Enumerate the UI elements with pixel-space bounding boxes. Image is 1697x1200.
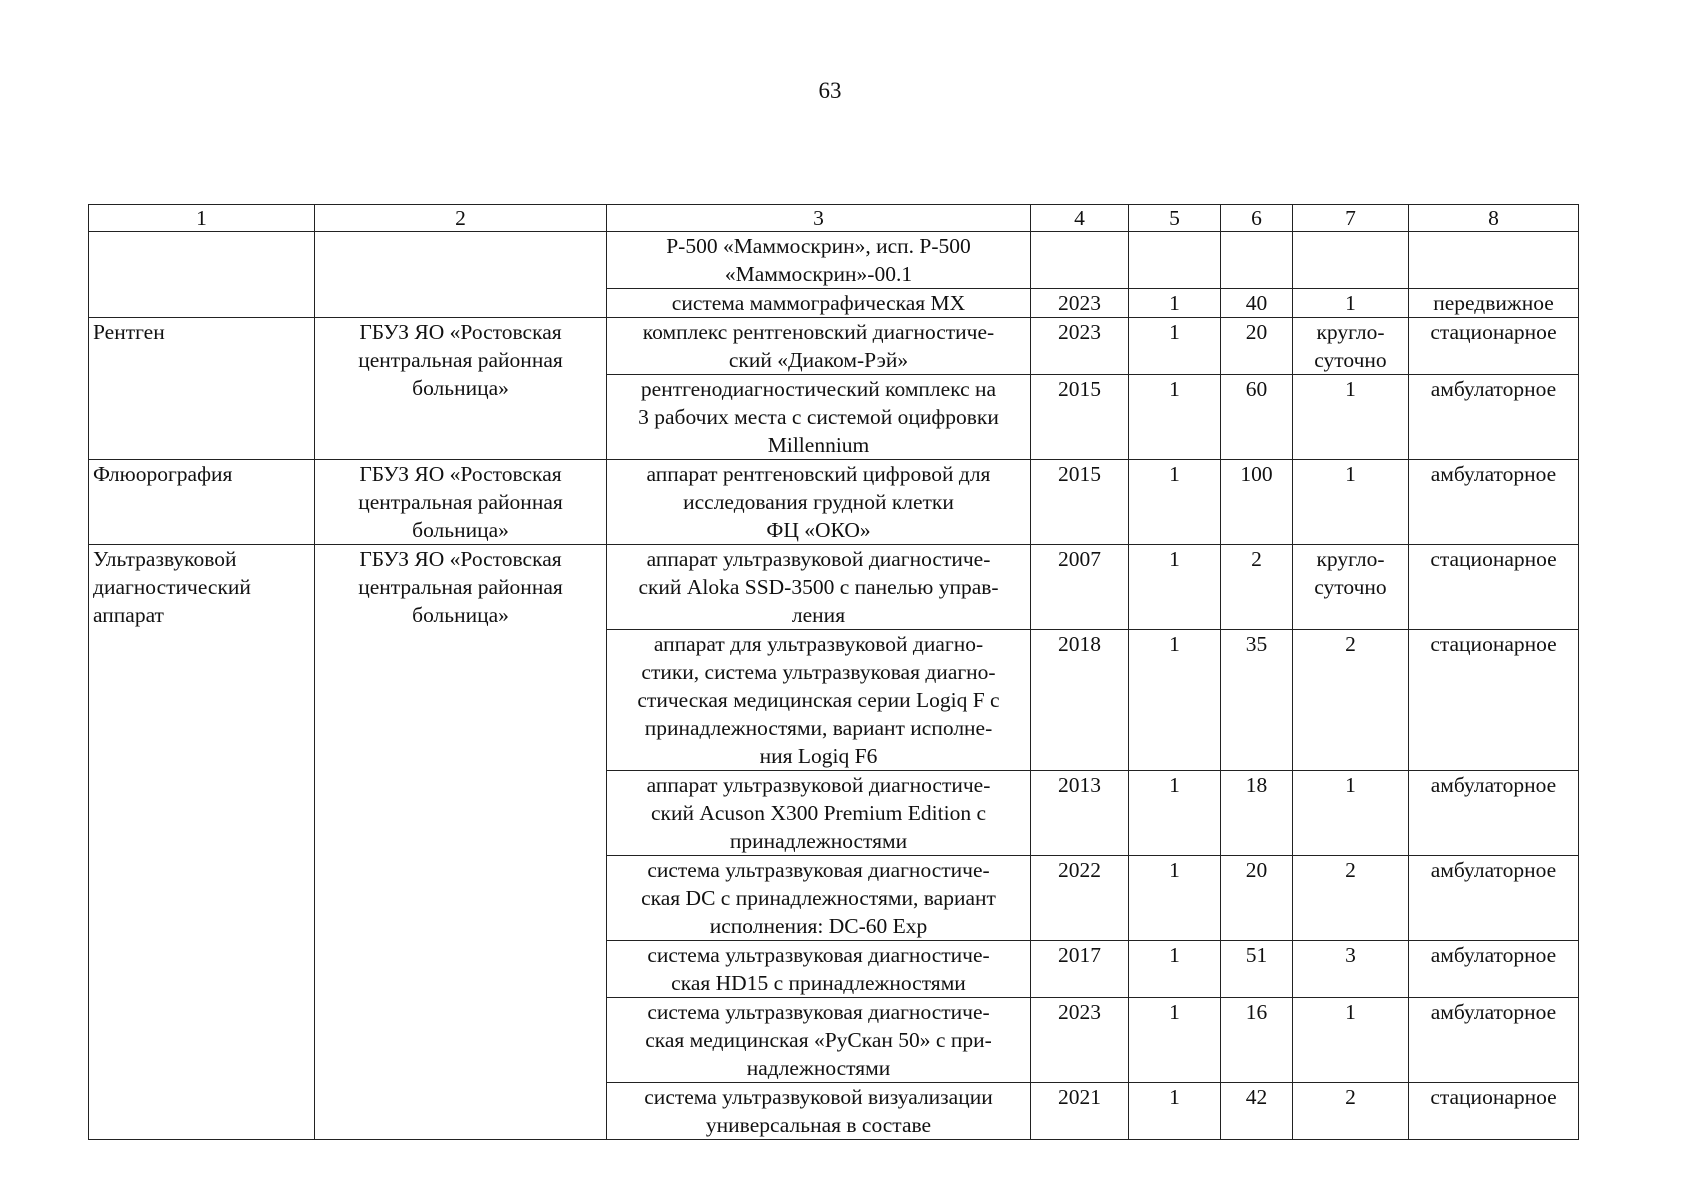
header-row bbox=[89, 205, 1579, 232]
quantity-cell bbox=[1129, 232, 1221, 289]
load-cell: 40 bbox=[1221, 289, 1293, 318]
category-cell bbox=[89, 232, 315, 318]
equipment-line: Millennium bbox=[767, 433, 870, 457]
mode-cell: амбулаторное bbox=[1409, 998, 1579, 1083]
column-header: 1 bbox=[89, 205, 315, 232]
year-cell: 2021 bbox=[1031, 1083, 1129, 1140]
equipment-line: ская DC с принадлежностями, вариант bbox=[641, 886, 996, 910]
shifts-cell: 1 bbox=[1293, 289, 1409, 318]
equipment-line: ский Aloka SSD-3500 с панелью управ- bbox=[638, 575, 999, 599]
quantity-cell: 1 bbox=[1129, 289, 1221, 318]
equipment-cell bbox=[607, 375, 1031, 460]
equipment-line: система ультразвуковая диагностиче- bbox=[647, 858, 990, 882]
category-line: диагностический bbox=[93, 575, 251, 599]
mode-cell: амбулаторное bbox=[1409, 375, 1579, 460]
organization-line: центральная районная bbox=[358, 348, 563, 372]
equipment-cell bbox=[607, 998, 1031, 1083]
column-header: 4 bbox=[1031, 205, 1129, 232]
year-cell: 2023 bbox=[1031, 998, 1129, 1083]
quantity-cell: 1 bbox=[1129, 941, 1221, 998]
load-cell: 20 bbox=[1221, 856, 1293, 941]
equipment-line: комплекс рентгеновский диагностиче- bbox=[642, 320, 995, 344]
equipment-table bbox=[88, 204, 1579, 1140]
equipment-line: система маммографическая МХ bbox=[671, 291, 966, 315]
shifts-line: кругло- bbox=[1316, 547, 1385, 571]
shifts-cell bbox=[1293, 771, 1409, 856]
mode-cell: стационарное bbox=[1409, 1083, 1579, 1140]
equipment-cell bbox=[607, 232, 1031, 289]
quantity-cell: 1 bbox=[1129, 545, 1221, 630]
mode-cell: стационарное bbox=[1409, 545, 1579, 630]
year-cell: 2015 bbox=[1031, 460, 1129, 545]
column-header: 8 bbox=[1409, 205, 1579, 232]
organization-cell bbox=[315, 318, 607, 460]
shifts-line: 2 bbox=[1345, 858, 1356, 882]
equipment-line: ская HD15 с принадлежностями bbox=[671, 971, 966, 995]
equipment-cell bbox=[607, 460, 1031, 545]
organization-cell bbox=[315, 232, 607, 318]
load-cell: 16 bbox=[1221, 998, 1293, 1083]
organization-line: больница» bbox=[412, 603, 509, 627]
shifts-line: суточно bbox=[1314, 575, 1387, 599]
organization-line: больница» bbox=[412, 518, 509, 542]
column-header: 2 bbox=[315, 205, 607, 232]
shifts-line: кругло- bbox=[1316, 320, 1385, 344]
equipment-line: система ультразвуковой визуализации bbox=[644, 1085, 993, 1109]
shifts-cell bbox=[1293, 1083, 1409, 1140]
quantity-cell: 1 bbox=[1129, 375, 1221, 460]
shifts-line: суточно bbox=[1314, 348, 1387, 372]
mode-cell: амбулаторное bbox=[1409, 771, 1579, 856]
table-row bbox=[89, 460, 1579, 545]
page-number: 63 bbox=[818, 78, 842, 103]
table-body bbox=[89, 205, 1579, 1140]
shifts-line: 1 bbox=[1345, 773, 1356, 797]
organization-line: центральная районная bbox=[358, 490, 563, 514]
quantity-cell: 1 bbox=[1129, 856, 1221, 941]
organization-line: ГБУЗ ЯО «Ростовская bbox=[359, 547, 562, 571]
year-cell: 2022 bbox=[1031, 856, 1129, 941]
quantity-cell: 1 bbox=[1129, 1083, 1221, 1140]
load-cell: 18 bbox=[1221, 771, 1293, 856]
quantity-cell: 1 bbox=[1129, 771, 1221, 856]
shifts-cell bbox=[1293, 232, 1409, 289]
shifts-cell bbox=[1293, 545, 1409, 630]
category-line: Рентген bbox=[93, 320, 165, 344]
organization-cell bbox=[315, 545, 607, 1140]
shifts-cell bbox=[1293, 941, 1409, 998]
column-header: 6 bbox=[1221, 205, 1293, 232]
year-cell: 2017 bbox=[1031, 941, 1129, 998]
equipment-cell bbox=[607, 318, 1031, 375]
table-row bbox=[89, 545, 1579, 630]
mode-cell: амбулаторное bbox=[1409, 460, 1579, 545]
equipment-line: ский «Диаком-Рэй» bbox=[728, 348, 909, 372]
year-cell: 2023 bbox=[1031, 289, 1129, 318]
shifts-line: 1 bbox=[1345, 377, 1356, 401]
equipment-line: система ультразвуковая диагностиче- bbox=[647, 943, 990, 967]
organization-line: больница» bbox=[412, 376, 509, 400]
equipment-line: принадлежностями bbox=[729, 829, 908, 853]
shifts-cell bbox=[1293, 318, 1409, 375]
shifts-line: 1 bbox=[1345, 1000, 1356, 1024]
load-cell: 100 bbox=[1221, 460, 1293, 545]
shifts-line: 3 bbox=[1345, 943, 1356, 967]
equipment-line: аппарат для ультразвуковой диагно- bbox=[653, 632, 984, 656]
year-cell: 2023 bbox=[1031, 318, 1129, 375]
mode-cell: стационарное bbox=[1409, 630, 1579, 771]
load-cell: 20 bbox=[1221, 318, 1293, 375]
category-line: Ультразвуковой bbox=[93, 547, 237, 571]
column-header: 5 bbox=[1129, 205, 1221, 232]
year-cell: 2007 bbox=[1031, 545, 1129, 630]
table-row bbox=[89, 232, 1579, 289]
load-cell: 35 bbox=[1221, 630, 1293, 771]
mode-cell: передвижное bbox=[1409, 289, 1579, 318]
equipment-line: ния Logiq F6 bbox=[759, 744, 878, 768]
equipment-line: исследования грудной клетки bbox=[683, 490, 954, 514]
year-cell: 2013 bbox=[1031, 771, 1129, 856]
equipment-line: 3 рабочих места с системой оцифровки bbox=[638, 405, 999, 429]
shifts-cell bbox=[1293, 375, 1409, 460]
equipment-cell bbox=[607, 630, 1031, 771]
load-cell: 60 bbox=[1221, 375, 1293, 460]
shifts-line: 2 bbox=[1345, 632, 1356, 656]
mode-cell: амбулаторное bbox=[1409, 941, 1579, 998]
equipment-cell bbox=[607, 545, 1031, 630]
quantity-cell: 1 bbox=[1129, 998, 1221, 1083]
equipment-line: универсальная в составе bbox=[705, 1113, 932, 1137]
load-cell bbox=[1221, 232, 1293, 289]
equipment-line: «Маммоскрин»-00.1 bbox=[724, 262, 913, 286]
mode-cell: амбулаторное bbox=[1409, 856, 1579, 941]
shifts-cell bbox=[1293, 998, 1409, 1083]
year-cell: 2018 bbox=[1031, 630, 1129, 771]
equipment-cell bbox=[607, 771, 1031, 856]
year-cell: 2015 bbox=[1031, 375, 1129, 460]
equipment-line: система ультразвуковая диагностиче- bbox=[647, 1000, 990, 1024]
quantity-cell: 1 bbox=[1129, 318, 1221, 375]
equipment-line: ФЦ «ОКО» bbox=[766, 518, 871, 542]
equipment-line: стики, система ультразвуковая диагно- bbox=[641, 660, 996, 684]
mode-cell bbox=[1409, 232, 1579, 289]
category-line: аппарат bbox=[93, 603, 164, 627]
category-cell bbox=[89, 460, 315, 545]
equipment-line: надлежностями bbox=[746, 1056, 891, 1080]
column-header: 3 bbox=[607, 205, 1031, 232]
shifts-line: 1 bbox=[1345, 462, 1356, 486]
load-cell: 51 bbox=[1221, 941, 1293, 998]
equipment-line: ления bbox=[791, 603, 846, 627]
shifts-line: 2 bbox=[1345, 1085, 1356, 1109]
year-cell bbox=[1031, 232, 1129, 289]
load-cell: 42 bbox=[1221, 1083, 1293, 1140]
equipment-cell bbox=[607, 856, 1031, 941]
column-header: 7 bbox=[1293, 205, 1409, 232]
equipment-line: исполнения: DC-60 Exp bbox=[709, 914, 928, 938]
shifts-cell bbox=[1293, 460, 1409, 545]
category-line: Флюорография bbox=[93, 462, 233, 486]
load-cell: 2 bbox=[1221, 545, 1293, 630]
organization-line: центральная районная bbox=[358, 575, 563, 599]
equipment-line: ский Acuson X300 Premium Edition с bbox=[650, 801, 986, 825]
equipment-line: ская медицинская «РуСкан 50» с при- bbox=[645, 1028, 992, 1052]
organization-cell bbox=[315, 460, 607, 545]
shifts-cell bbox=[1293, 630, 1409, 771]
equipment-line: стическая медицинская серии Logiq F с bbox=[637, 688, 1000, 712]
category-cell bbox=[89, 545, 315, 1140]
quantity-cell: 1 bbox=[1129, 460, 1221, 545]
category-cell bbox=[89, 318, 315, 460]
equipment-line: аппарат рентгеновский цифровой для bbox=[646, 462, 991, 486]
equipment-line: Р-500 «Маммоскрин», исп. Р-500 bbox=[666, 234, 971, 258]
mode-cell: стационарное bbox=[1409, 318, 1579, 375]
equipment-line: аппарат ультразвуковой диагностиче- bbox=[646, 773, 991, 797]
equipment-line: принадлежностями, вариант исполне- bbox=[644, 716, 993, 740]
equipment-cell bbox=[607, 941, 1031, 998]
quantity-cell: 1 bbox=[1129, 630, 1221, 771]
table-row bbox=[89, 318, 1579, 375]
equipment-cell bbox=[607, 1083, 1031, 1140]
shifts-cell bbox=[1293, 856, 1409, 941]
organization-line: ГБУЗ ЯО «Ростовская bbox=[359, 462, 562, 486]
equipment-line: рентгенодиагностический комплекс на bbox=[640, 377, 997, 401]
equipment-cell bbox=[607, 289, 1031, 318]
organization-line: ГБУЗ ЯО «Ростовская bbox=[359, 320, 562, 344]
equipment-line: аппарат ультразвуковой диагностиче- bbox=[646, 547, 991, 571]
